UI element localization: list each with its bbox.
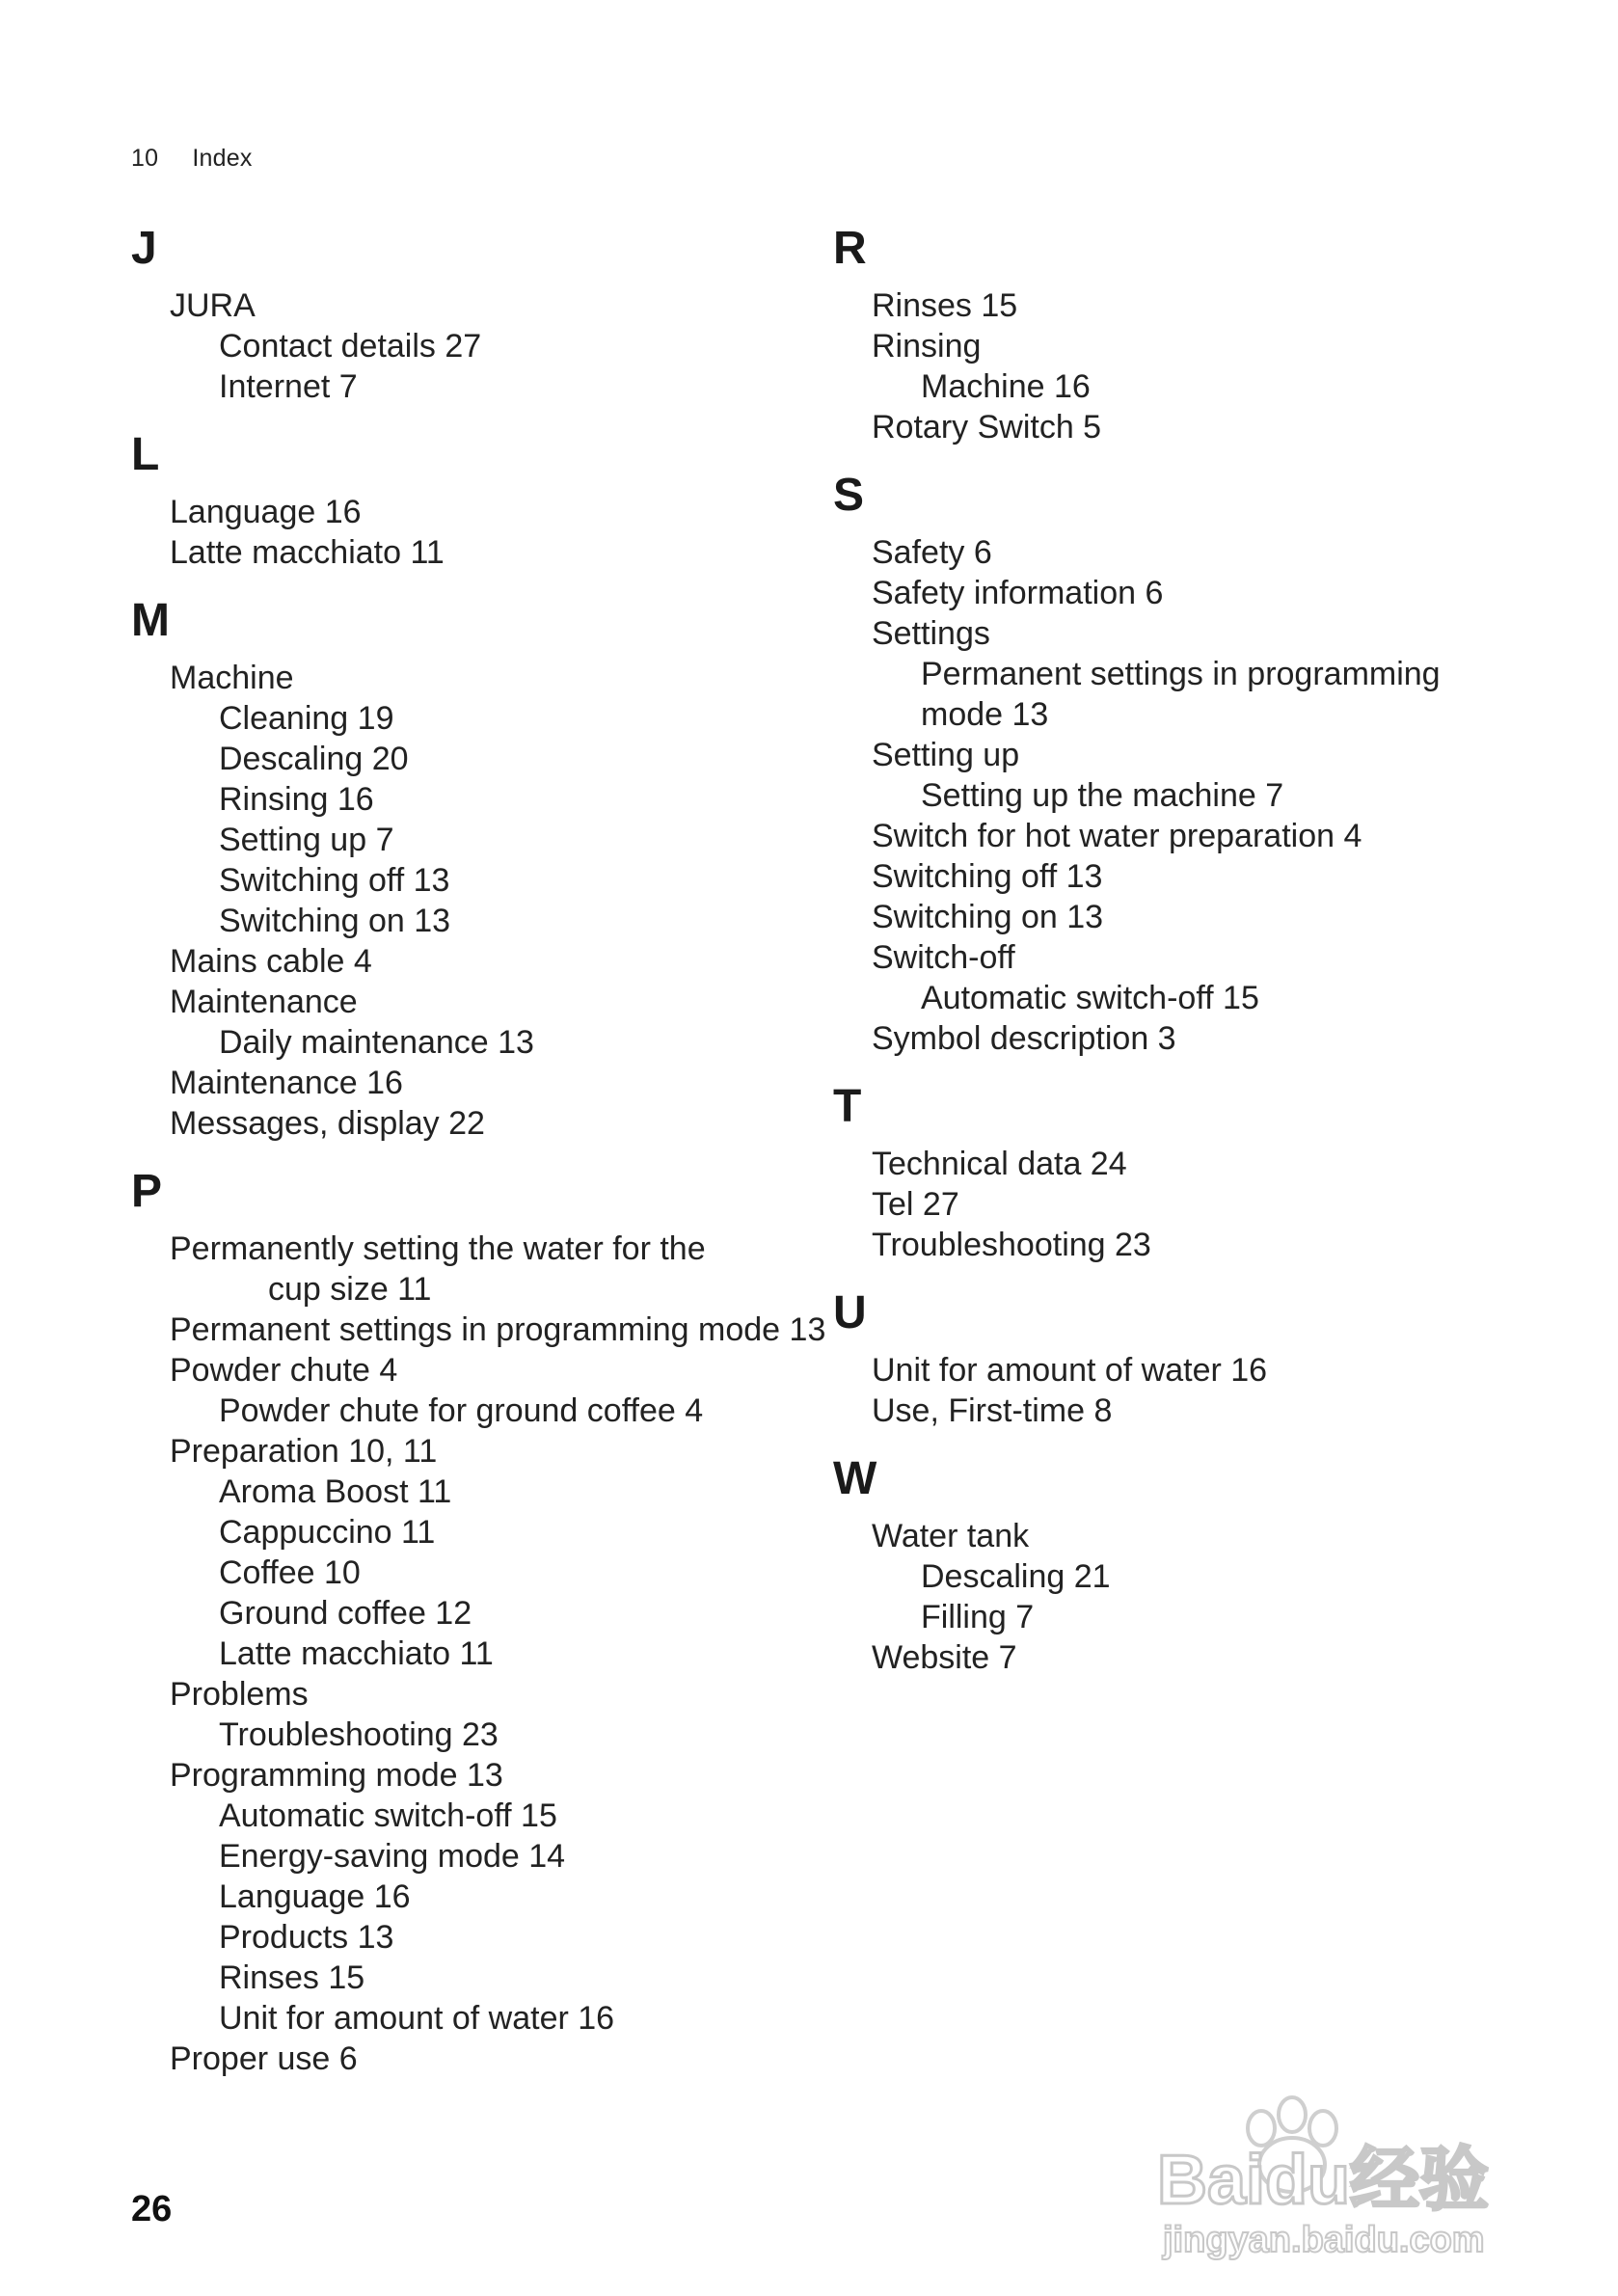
index-subentry: Energy-saving mode 14 — [219, 1838, 566, 1875]
index-entry: Website 7 — [872, 1639, 1017, 1676]
index-entry: Preparation 10, 11 — [170, 1433, 438, 1470]
index-entry: JURA — [170, 287, 256, 324]
index-subentry: Aroma Boost 11 — [219, 1473, 452, 1510]
watermark-logo-text: Baidu经验 — [1157, 2142, 1490, 2219]
index-entry: Settings — [872, 615, 990, 652]
index-entry: Setting up — [872, 737, 1020, 773]
index-column-left — [131, 212, 825, 2091]
index-subentry: Descaling 21 — [921, 1558, 1111, 1595]
section-letter: P — [131, 1166, 163, 1217]
index-subentry: Cappuccino 11 — [219, 1514, 436, 1551]
index-section — [833, 1277, 1527, 1443]
index-subentry: Latte macchiato 11 — [219, 1635, 494, 1672]
index-section — [833, 212, 1527, 459]
page-number: 26 — [131, 2189, 173, 2229]
index-entry: Water tank — [872, 1518, 1030, 1554]
section-letter: L — [131, 429, 160, 480]
section-letter: J — [131, 223, 157, 274]
index-entry: Technical data 24 — [872, 1146, 1127, 1182]
section-letter: S — [833, 470, 865, 521]
index-subentry: Ground coffee 12 — [219, 1595, 472, 1632]
section-letter: M — [131, 595, 170, 646]
index-entry: Unit for amount of water 16 — [872, 1352, 1268, 1389]
section-letter: R — [833, 223, 867, 274]
index-subentry: Contact details 27 — [219, 328, 482, 365]
index-subentry: Unit for amount of water 16 — [219, 2000, 615, 2037]
index-entry: Troubleshooting 23 — [872, 1227, 1151, 1263]
index-entry: Problems — [170, 1676, 309, 1713]
index-section — [131, 1155, 825, 2091]
index-entry: Proper use 6 — [170, 2040, 358, 2077]
index-entry: Maintenance — [170, 984, 358, 1020]
index-column-right — [833, 212, 1527, 1689]
index-subentry: Daily maintenance 13 — [219, 1024, 534, 1061]
index-entry: Powder chute 4 — [170, 1352, 398, 1389]
index-entry: Rinses 15 — [872, 287, 1018, 324]
section-letter: U — [833, 1287, 867, 1338]
index-subentry: Powder chute for ground coffee 4 — [219, 1392, 704, 1429]
index-subentry: Switching off 13 — [219, 862, 450, 899]
index-section — [131, 212, 825, 419]
index-entry: Safety information 6 — [872, 575, 1164, 611]
index-entry-continuation: mode 13 — [921, 696, 1049, 733]
index-entry: Switch-off — [872, 939, 1015, 976]
index-subentry: Setting up the machine 7 — [921, 777, 1284, 814]
index-subentry: Cleaning 19 — [219, 700, 394, 737]
index-subentry: Switching on 13 — [219, 903, 451, 939]
index-entry: Tel 27 — [872, 1186, 959, 1223]
index-section — [131, 584, 825, 1155]
index-section — [833, 1443, 1527, 1689]
index-entry: Switching on 13 — [872, 899, 1104, 935]
index-subentry: Automatic switch-off 15 — [219, 1797, 557, 1834]
index-subentry: Products 13 — [219, 1919, 394, 1956]
index-subentry: Rinsing 16 — [219, 781, 374, 818]
index-entry: Maintenance 16 — [170, 1065, 403, 1101]
index-subentry: Descaling 20 — [219, 741, 409, 777]
index-entry: Symbol description 3 — [872, 1020, 1176, 1057]
index-entry: Language 16 — [170, 494, 362, 530]
section-letter: T — [833, 1081, 862, 1132]
index-subentry: Filling 7 — [921, 1599, 1035, 1635]
index-entry: Use, First-time 8 — [872, 1392, 1113, 1429]
index-subentry: Setting up 7 — [219, 822, 394, 858]
chapter-number: 10 — [131, 145, 159, 172]
index-entry: Permanent settings in programming mode 13 — [170, 1311, 826, 1348]
index-subentry: Automatic switch-off 15 — [921, 980, 1259, 1016]
index-entry: Switching off 13 — [872, 858, 1103, 895]
index-entry: Machine — [170, 660, 294, 696]
index-entry: Rinsing — [872, 328, 982, 365]
index-entry: Switch for hot water preparation 4 — [872, 818, 1362, 854]
watermark-url: jingyan.baidu.com — [1163, 2220, 1485, 2260]
index-subentry: Language 16 — [219, 1878, 411, 1915]
index-section — [131, 419, 825, 584]
index-section — [833, 1070, 1527, 1277]
index-subentry: Machine 16 — [921, 368, 1091, 405]
index-section — [833, 459, 1527, 1070]
index-entry-continuation: cup size 11 — [268, 1271, 432, 1308]
index-subentry: Permanent settings in programming — [921, 656, 1441, 692]
index-entry: Safety 6 — [872, 534, 992, 571]
baidu-watermark — [1147, 2068, 1543, 2261]
index-subentry: Troubleshooting 23 — [219, 1716, 499, 1753]
running-header — [131, 145, 253, 173]
index-entry: Programming mode 13 — [170, 1757, 503, 1794]
section-letter: W — [833, 1453, 877, 1504]
index-entry: Rotary Switch 5 — [872, 409, 1102, 446]
chapter-title: Index — [192, 145, 253, 172]
index-subentry: Rinses 15 — [219, 1959, 365, 1996]
index-entry: Messages, display 22 — [170, 1105, 485, 1142]
index-entry: Latte macchiato 11 — [170, 534, 445, 571]
index-entry: Permanently setting the water for the — [170, 1230, 706, 1267]
index-entry: Mains cable 4 — [170, 943, 372, 980]
index-subentry: Internet 7 — [219, 368, 358, 405]
index-subentry: Coffee 10 — [219, 1554, 361, 1591]
